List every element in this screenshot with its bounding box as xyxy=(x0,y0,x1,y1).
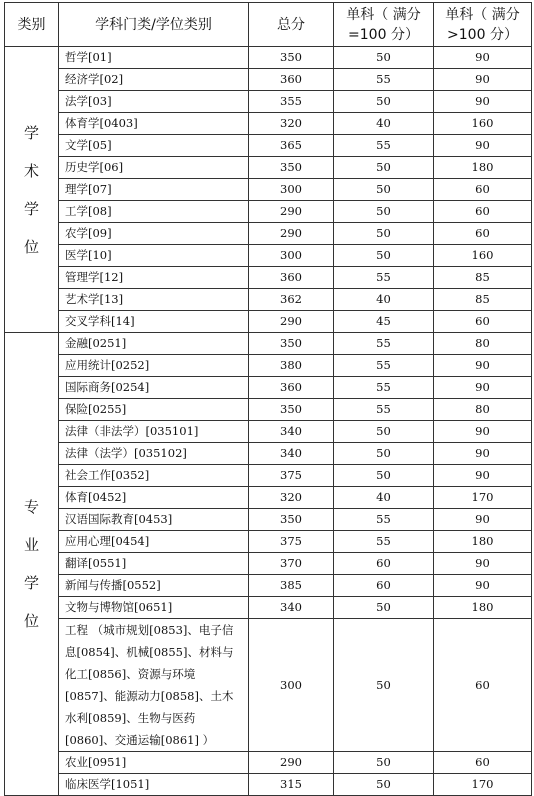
total-score-cell: 300 xyxy=(249,179,334,201)
subject-cell: 国际商务[0254] xyxy=(59,377,249,399)
total-score-cell: 350 xyxy=(249,509,334,531)
subject-cell: 工学[08] xyxy=(59,201,249,223)
subject-cell: 法律（法学）[035102] xyxy=(59,443,249,465)
single-over-100-cell: 80 xyxy=(434,399,532,421)
single-100-cell: 55 xyxy=(334,355,434,377)
single-over-100-cell: 90 xyxy=(434,509,532,531)
category-char: 学 xyxy=(23,199,39,218)
table-row xyxy=(5,597,532,619)
single-over-100-cell: 90 xyxy=(434,135,532,157)
table-row xyxy=(5,553,532,575)
single-100-cell: 40 xyxy=(334,289,434,311)
subject-cell: 翻译[0551] xyxy=(59,553,249,575)
single-100-cell: 50 xyxy=(334,201,434,223)
subject-cell: 艺术学[13] xyxy=(59,289,249,311)
single-100-cell: 50 xyxy=(334,619,434,752)
subject-cell: 应用统计[0252] xyxy=(59,355,249,377)
table-row xyxy=(5,531,532,553)
single-100-cell: 40 xyxy=(334,113,434,135)
single-100-cell: 50 xyxy=(334,157,434,179)
table-row xyxy=(5,91,532,113)
table-row xyxy=(5,465,532,487)
subject-cell: 新闻与传播[0552] xyxy=(59,575,249,597)
single-over-100-cell: 85 xyxy=(434,267,532,289)
subject-cell: 哲学[01] xyxy=(59,47,249,69)
total-score-cell: 340 xyxy=(249,597,334,619)
total-score-cell: 300 xyxy=(249,245,334,267)
subject-cell: 农学[09] xyxy=(59,223,249,245)
single-100-cell: 60 xyxy=(334,575,434,597)
single-100-cell: 45 xyxy=(334,311,434,333)
subject-cell: 临床医学[1051] xyxy=(59,774,249,796)
subject-cell: 保险[0255] xyxy=(59,399,249,421)
subject-cell: 应用心理[0454] xyxy=(59,531,249,553)
single-100-cell: 50 xyxy=(334,245,434,267)
table-row xyxy=(5,267,532,289)
table-row xyxy=(5,223,532,245)
header-row xyxy=(5,3,532,47)
header-category: 类别 xyxy=(5,3,59,47)
total-score-cell: 300 xyxy=(249,619,334,752)
subject-cell: 体育学[0403] xyxy=(59,113,249,135)
category-char: 专 xyxy=(23,498,39,516)
single-over-100-cell: 60 xyxy=(434,752,532,774)
total-score-cell: 350 xyxy=(249,157,334,179)
total-score-cell: 375 xyxy=(249,531,334,553)
table-row xyxy=(5,201,532,223)
single-100-cell: 50 xyxy=(334,47,434,69)
subject-cell: 历史学[06] xyxy=(59,157,249,179)
single-100-cell: 50 xyxy=(334,774,434,796)
table-row xyxy=(5,333,532,355)
category-academic xyxy=(5,47,59,333)
total-score-cell: 290 xyxy=(249,201,334,223)
single-100-cell: 50 xyxy=(334,179,434,201)
single-over-100-cell: 85 xyxy=(434,289,532,311)
total-score-cell: 290 xyxy=(249,752,334,774)
category-char: 学 xyxy=(23,123,39,142)
table-row xyxy=(5,135,532,157)
total-score-cell: 320 xyxy=(249,113,334,135)
single-100-cell: 55 xyxy=(334,531,434,553)
total-score-cell: 290 xyxy=(249,223,334,245)
single-100-cell: 55 xyxy=(334,135,434,157)
subject-cell: 社会工作[0352] xyxy=(59,465,249,487)
single-over-100-cell: 170 xyxy=(434,487,532,509)
single-100-cell: 50 xyxy=(334,91,434,113)
table-row xyxy=(5,113,532,135)
single-over-100-cell: 90 xyxy=(434,443,532,465)
table-row xyxy=(5,619,532,752)
table-row xyxy=(5,179,532,201)
single-100-cell: 50 xyxy=(334,597,434,619)
table-row xyxy=(5,289,532,311)
single-100-cell: 50 xyxy=(334,443,434,465)
single-100-cell: 55 xyxy=(334,69,434,91)
header-subject: 学科门类/学位类别 xyxy=(59,3,249,47)
subject-cell: 法律（非法学）[035101] xyxy=(59,421,249,443)
category-char: 位 xyxy=(23,612,39,630)
single-100-cell: 55 xyxy=(334,377,434,399)
table-row xyxy=(5,421,532,443)
subject-cell: 工程 （城市规划[0853]、电子信息[0854]、机械[0855]、材料与化工[0856]、资源与环境[0857]、能源动力[0858]、土木水利[0859]、生物与医药[0860]、交通运输[0861] ） xyxy=(59,619,249,752)
total-score-cell: 290 xyxy=(249,311,334,333)
subject-cell: 文物与博物馆[0651] xyxy=(59,597,249,619)
single-over-100-cell: 160 xyxy=(434,245,532,267)
table-row xyxy=(5,575,532,597)
total-score-cell: 360 xyxy=(249,69,334,91)
total-score-cell: 365 xyxy=(249,135,334,157)
single-over-100-cell: 90 xyxy=(434,421,532,443)
category-char: 业 xyxy=(23,536,39,554)
table-row xyxy=(5,399,532,421)
single-over-100-cell: 60 xyxy=(434,179,532,201)
subject-cell: 体育[0452] xyxy=(59,487,249,509)
table-row xyxy=(5,487,532,509)
total-score-cell: 350 xyxy=(249,47,334,69)
total-score-cell: 380 xyxy=(249,355,334,377)
total-score-cell: 315 xyxy=(249,774,334,796)
single-over-100-cell: 90 xyxy=(434,575,532,597)
subject-cell: 汉语国际教育[0453] xyxy=(59,509,249,531)
single-over-100-cell: 180 xyxy=(434,531,532,553)
total-score-cell: 385 xyxy=(249,575,334,597)
total-score-cell: 350 xyxy=(249,399,334,421)
single-over-100-cell: 90 xyxy=(434,91,532,113)
table-row xyxy=(5,443,532,465)
subject-cell: 经济学[02] xyxy=(59,69,249,91)
single-over-100-cell: 90 xyxy=(434,377,532,399)
single-over-100-cell: 160 xyxy=(434,113,532,135)
table-row xyxy=(5,311,532,333)
table-row xyxy=(5,752,532,774)
single-over-100-cell: 180 xyxy=(434,597,532,619)
subject-cell: 医学[10] xyxy=(59,245,249,267)
subject-cell: 农业[0951] xyxy=(59,752,249,774)
total-score-cell: 320 xyxy=(249,487,334,509)
category-char: 学 xyxy=(23,574,39,592)
table-row xyxy=(5,245,532,267)
single-over-100-cell: 60 xyxy=(434,311,532,333)
single-100-cell: 55 xyxy=(334,267,434,289)
single-over-100-cell: 80 xyxy=(434,333,532,355)
category-char: 术 xyxy=(23,161,39,180)
single-over-100-cell: 170 xyxy=(434,774,532,796)
single-100-cell: 55 xyxy=(334,509,434,531)
single-over-100-cell: 90 xyxy=(434,47,532,69)
subject-cell: 金融[0251] xyxy=(59,333,249,355)
table-row xyxy=(5,157,532,179)
single-100-cell: 50 xyxy=(334,223,434,245)
table-row xyxy=(5,377,532,399)
header-single-100: 单科（ 满分=100 分） xyxy=(334,3,434,47)
total-score-cell: 362 xyxy=(249,289,334,311)
total-score-cell: 355 xyxy=(249,91,334,113)
single-over-100-cell: 90 xyxy=(434,355,532,377)
single-100-cell: 40 xyxy=(334,487,434,509)
single-100-cell: 50 xyxy=(334,752,434,774)
total-score-cell: 375 xyxy=(249,465,334,487)
header-total: 总分 xyxy=(249,3,334,47)
total-score-cell: 340 xyxy=(249,443,334,465)
score-table xyxy=(4,2,532,796)
single-100-cell: 50 xyxy=(334,421,434,443)
total-score-cell: 360 xyxy=(249,377,334,399)
single-over-100-cell: 90 xyxy=(434,553,532,575)
table-row xyxy=(5,355,532,377)
single-100-cell: 60 xyxy=(334,553,434,575)
single-100-cell: 55 xyxy=(334,399,434,421)
single-over-100-cell: 90 xyxy=(434,465,532,487)
single-100-cell: 55 xyxy=(334,333,434,355)
single-over-100-cell: 60 xyxy=(434,201,532,223)
single-100-cell: 50 xyxy=(334,465,434,487)
single-over-100-cell: 90 xyxy=(434,69,532,91)
category-professional xyxy=(5,333,59,796)
total-score-cell: 350 xyxy=(249,333,334,355)
category-char: 位 xyxy=(23,237,39,256)
subject-cell: 管理学[12] xyxy=(59,267,249,289)
subject-cell: 法学[03] xyxy=(59,91,249,113)
subject-cell: 理学[07] xyxy=(59,179,249,201)
header-single-over-100: 单科（ 满分>100 分） xyxy=(434,3,532,47)
table-row xyxy=(5,774,532,796)
single-over-100-cell: 60 xyxy=(434,619,532,752)
total-score-cell: 370 xyxy=(249,553,334,575)
subject-cell: 文学[05] xyxy=(59,135,249,157)
single-over-100-cell: 180 xyxy=(434,157,532,179)
table-row xyxy=(5,509,532,531)
total-score-cell: 360 xyxy=(249,267,334,289)
single-over-100-cell: 60 xyxy=(434,223,532,245)
table-row xyxy=(5,69,532,91)
subject-cell: 交叉学科[14] xyxy=(59,311,249,333)
table-row xyxy=(5,47,532,69)
total-score-cell: 340 xyxy=(249,421,334,443)
